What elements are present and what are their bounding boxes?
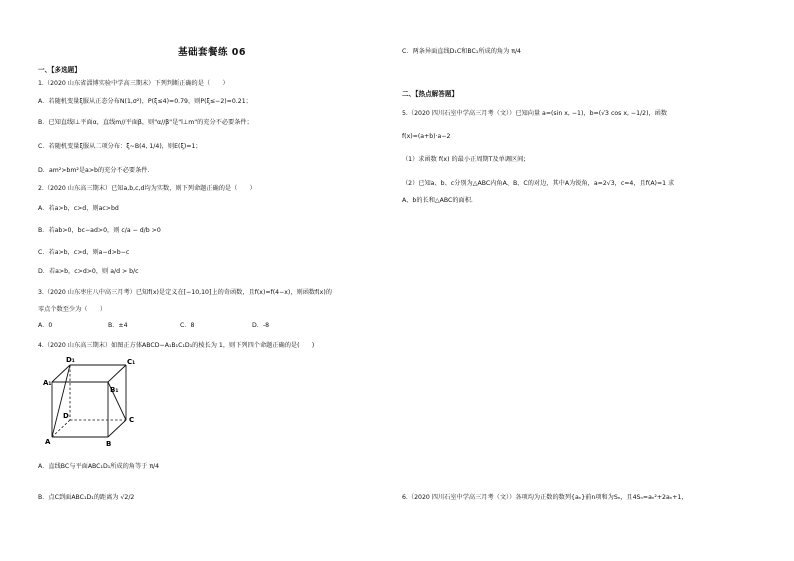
vertex-c-label: C	[129, 416, 135, 424]
q5-part2-line2: A、b的长和△ABC的面积.	[402, 197, 473, 204]
vertex-b1-label: B₁	[110, 386, 119, 394]
cube-figure	[40, 355, 140, 451]
q4-option-b: B．点C到面ABC₁D₁的距离为 √2/2	[38, 494, 135, 501]
vertex-d-label: D	[63, 412, 69, 420]
vertex-a-label: A	[45, 438, 51, 446]
q3-option-b: B．±4	[108, 322, 128, 329]
q5-part1: （1）求函数 f(x) 的最小正周期T及单调区间;	[402, 156, 526, 163]
q3-option-d: D．-8	[252, 322, 270, 329]
vertex-d1-label: D₁	[66, 356, 75, 364]
q3-option-c: C．8	[180, 322, 195, 329]
q4-option-c: C．两条异面直线D₁C和BC₁所成的角为 π/4	[402, 48, 521, 55]
q2-option-a: A．若a>b，c>d，则ac>bd	[38, 205, 119, 212]
vertex-b-label: B	[106, 440, 112, 447]
q1-option-a: A．若随机变量ξ服从正态分布N(1,σ²)，P(ξ≤4)=0.79，则P(ξ≤−2)=0.21；	[38, 98, 252, 105]
q1-option-d: D．am²>bm²是a>b的充分不必要条件.	[38, 167, 150, 174]
vertex-c1-label: C₁	[127, 358, 136, 366]
q6-stem: 6.（2020 四川石室中学高三月考（文））各项均为正数的数列{aₙ}前n项和为Sₙ，且4Sₙ=aₙ²+2aₙ+1，	[402, 494, 688, 501]
q5-stem-line1: 5.（2020 四川石室中学高三月考（文））已知向量 a=(sin x, −1)，b=(√3 cos x, −1/2)，函数	[402, 110, 668, 117]
q1-stem: 1.（2020 山东省淄博实验中学高三期末）下列判断正确的是（ ）	[38, 80, 229, 87]
q2-option-d: D．若a>b，c>d>0，则 a/d > b/c	[38, 268, 139, 275]
q4-stem: 4.（2020 山东高三期末）如图正方体ABCD−A₁B₁C₁D₁的棱长为 1，则下列四个命题正确的是( )	[38, 342, 315, 349]
q1-option-c: C．若随机变量ξ服从二项分布：ξ~B(4, 1/4)，则E(ξ)=1；	[38, 143, 202, 150]
vertex-a1-label: A₁	[43, 379, 52, 387]
q4-option-a: A．直线BC与平面ABC₁D₁所成的角等于 π/4	[38, 463, 160, 470]
q2-option-c: C．若a>b，c>d，则a−d>b−c	[38, 249, 130, 256]
q3-stem-line1: 3.（2020 山东枣庄八中高三月考）已知f(x)是定义在[−10,10]上的奇函数，且f(x)=f(4−x)，则函数f(x)的	[38, 289, 332, 296]
q5-stem-line2: f(x)=(a+b)·a−2	[402, 133, 451, 140]
q2-stem: 2.（2020 山东高三期末）已知a,b,c,d均为实数，则下列命题正确的是（ ）	[38, 185, 256, 192]
q3-option-a: A．0	[38, 322, 53, 329]
q3-stem-line2: 零点个数至少为（ ）	[38, 306, 107, 313]
page-title: 基础套餐练 06	[178, 47, 247, 58]
section-multi-choice: 一、【多选题】	[38, 66, 81, 74]
q2-option-b: B．若ab>0，bc−ad>0，则 c/a − d/b >0	[38, 227, 161, 234]
q5-part2-line1: （2）已知a、b、c分别为△ABC内角A、B、C的对边，其中A为锐角，a=2√3，c=4，且f(A)=1 求	[402, 180, 675, 187]
section-solution-problems: 二、【热点解答题】	[402, 90, 459, 98]
q1-option-b: B．已知直线l⊥平面α，直线m//平面β，则"α//β"是"l⊥m"的充分不必要条件；	[38, 119, 253, 126]
